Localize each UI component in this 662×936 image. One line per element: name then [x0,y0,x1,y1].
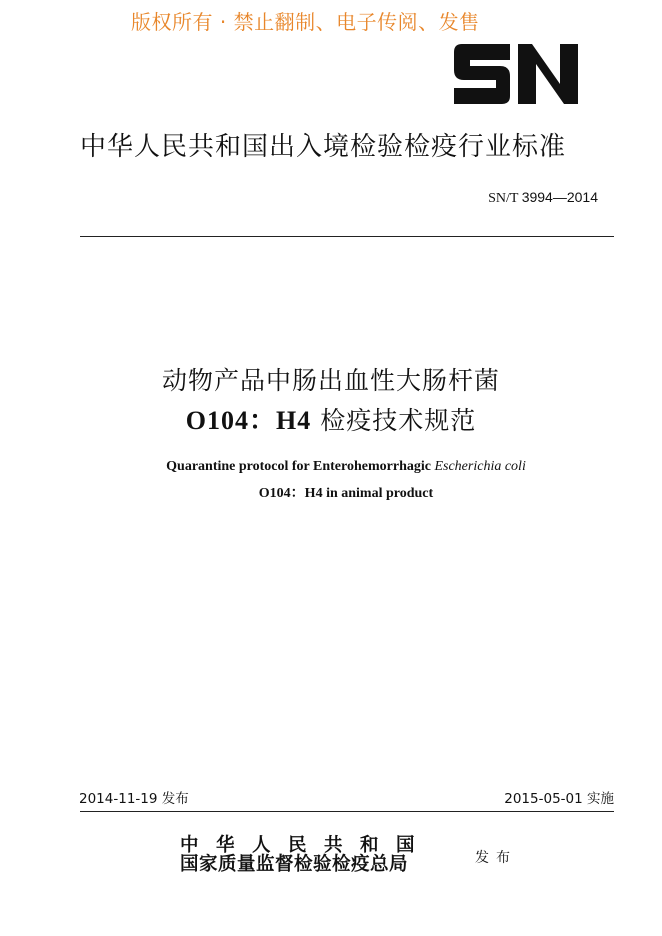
standard-prefix: SN/T [488,191,519,206]
chinese-title-line-1: 动物产品中肠出血性大肠杆菌 [161,366,500,395]
standard-code: 3994—2014 [521,189,598,205]
implementation-date: 2015-05-01 实施 [504,791,614,807]
chinese-title-suffix: 检疫技术规范 [320,406,477,435]
issuer-title: 中华人民共和国出入境检验检疫行业标准 [80,132,567,162]
sn-logo [452,40,580,108]
english-title-prefix: Quarantine protocol for Enterohemorrhagic [166,459,431,474]
publisher-line-2: 国家质量监督检验检疫总局 [180,854,409,875]
standard-number [488,189,598,207]
chinese-title-line-2 [0,400,662,437]
footer-divider [80,811,614,812]
publisher-action: 发布 [475,850,517,866]
species-name: Escherichia coli [434,459,526,474]
serotype-label: O104：H4 [185,406,312,435]
issue-date: 2014-11-19 发布 [79,791,189,807]
publisher-block [180,836,432,875]
watermark-notice: 版权所有 · 禁止翻制、电子传阅、发售 [131,10,480,34]
english-title-line-1 [0,459,662,475]
publisher-line-1: 中华人民共和国 [180,835,433,856]
english-title-line-2: O104：H4 in animal product [258,486,434,501]
header-divider [80,236,614,237]
